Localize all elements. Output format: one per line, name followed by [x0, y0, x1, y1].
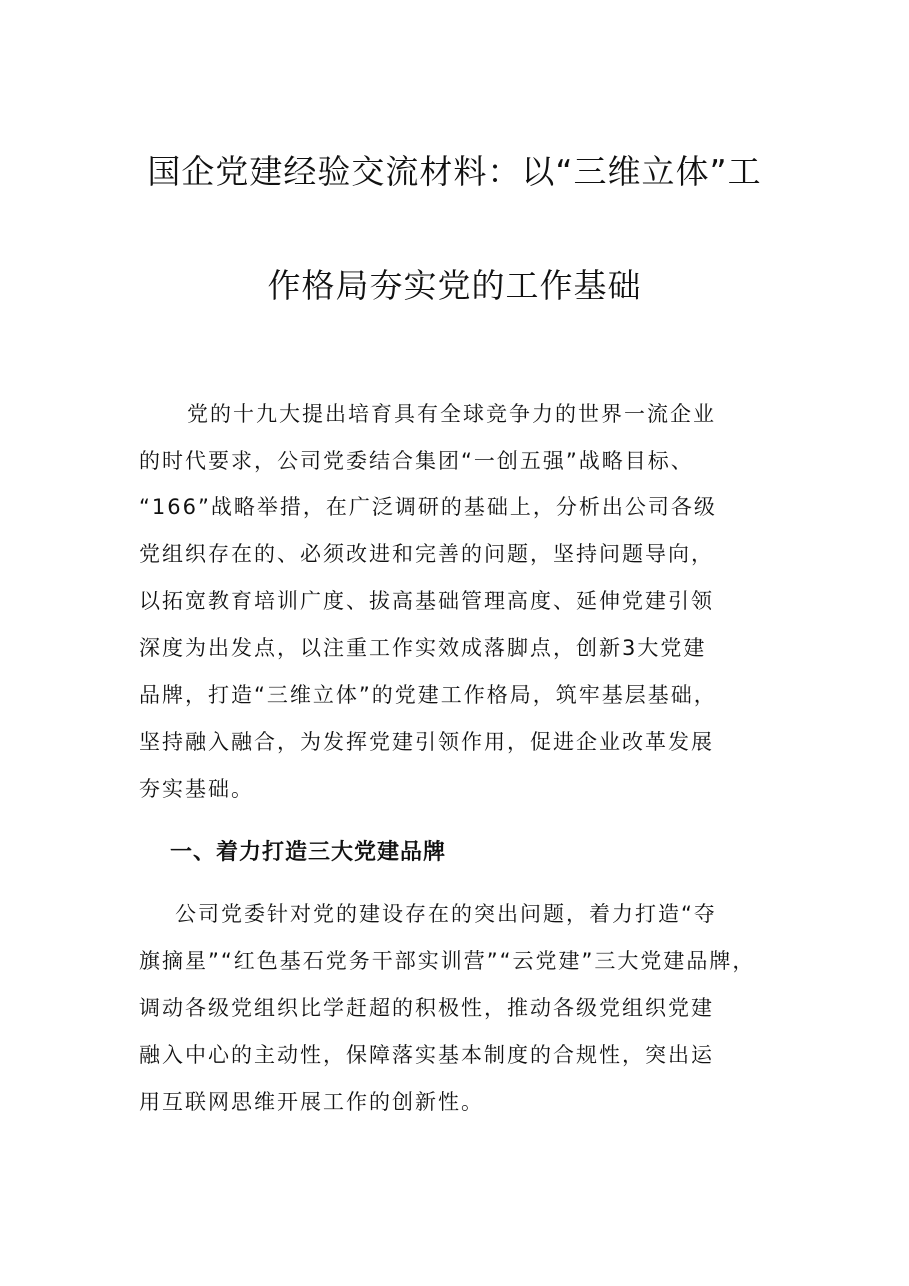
intro-paragraph-line: 坚持融入融合，为发挥党建引领作用，促进企业改革发展 — [139, 730, 714, 754]
intro-paragraph-line: 党组织存在的、必须改进和完善的问题，坚持问题导向， — [139, 542, 714, 566]
intro-paragraph-line: 以拓宽教育培训广度、拔高基础管理高度、延伸党建引领 — [139, 589, 714, 613]
document-title-line-1: 国企党建经验交流材料：以“三维立体”工 — [147, 152, 762, 191]
section-paragraph-line: 公司党委针对党的建设存在的突出问题，着力打造“夺 — [175, 902, 717, 926]
intro-paragraph-line: 党的十九大提出培育具有全球竞争力的世界一流企业 — [187, 402, 716, 426]
intro-paragraph-line: 品牌，打造“三维立体”的党建工作格局，筑牢基层基础， — [139, 683, 717, 707]
intro-paragraph-line: 深度为出发点，以注重工作实效成落脚点，创新3大党建 — [139, 636, 707, 660]
section-paragraph-line: 用互联网思维开展工作的创新性。 — [139, 1090, 484, 1114]
intro-paragraph-line: 夯实基础。 — [139, 777, 254, 801]
document-title-line-2: 作格局夯实党的工作基础 — [267, 266, 642, 305]
section-heading: 一、着力打造三大党建品牌 — [170, 840, 447, 865]
intro-paragraph-line: 的时代要求，公司党委结合集团“一创五强”战略目标、 — [139, 449, 694, 473]
section-paragraph-line: 旗摘星”“红色基石党务干部实训营”“云党建”三大党建品牌， — [139, 949, 756, 973]
section-paragraph-line: 融入中心的主动性，保障落实基本制度的合规性，突出运 — [139, 1043, 714, 1067]
intro-paragraph-line: “166”战略举措，在广泛调研的基础上，分析出公司各级 — [139, 495, 717, 519]
section-paragraph-line: 调动各级党组织比学赶超的积极性，推动各级党组织党建 — [139, 996, 714, 1020]
